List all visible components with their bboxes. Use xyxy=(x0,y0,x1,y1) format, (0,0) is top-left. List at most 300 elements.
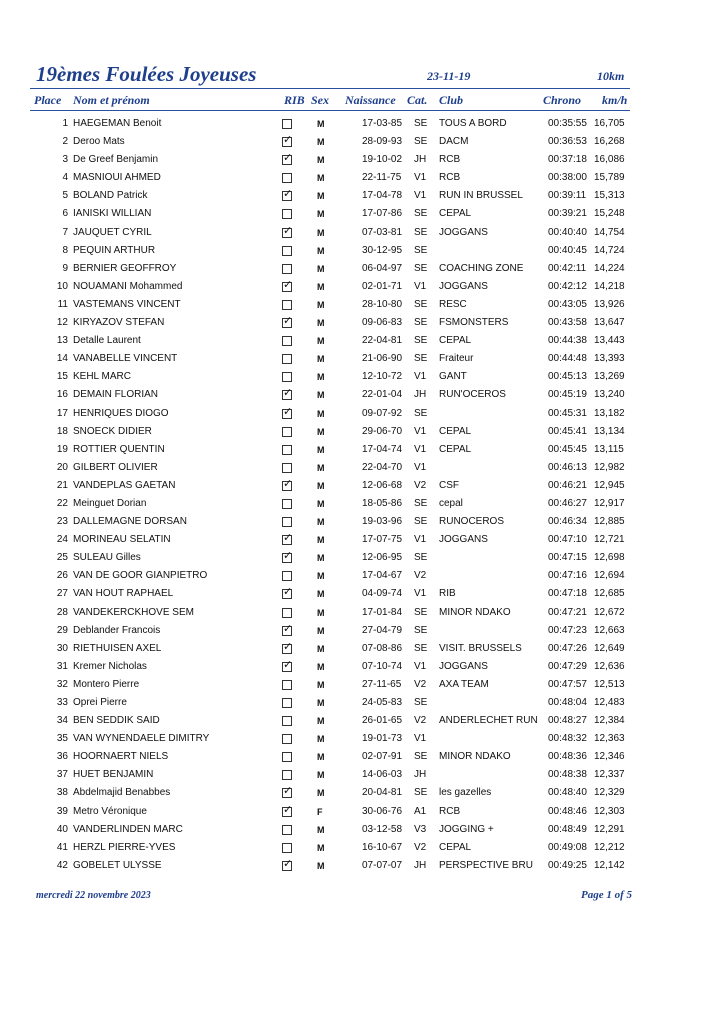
chrono-cell: 00:47:18 xyxy=(548,588,587,600)
name-cell: De Greef Benjamin xyxy=(73,154,159,166)
club-cell: TOUS A BORD xyxy=(439,118,507,129)
name-cell: KEHL MARC xyxy=(73,371,131,383)
club-cell: ANDERLECHET RUN xyxy=(439,715,538,727)
rib-checkbox xyxy=(282,734,292,744)
place-cell: 2 xyxy=(62,136,68,148)
sex-cell: M xyxy=(317,498,325,509)
chrono-cell: 00:48:27 xyxy=(548,715,587,727)
speed-cell: 12,649 xyxy=(594,642,625,654)
name-cell: JAUQUET CYRIL xyxy=(73,226,152,238)
col-name: Nom et prénom xyxy=(73,93,150,107)
speed-cell: 12,142 xyxy=(594,859,625,871)
birth-cell: 03-12-58 xyxy=(362,823,403,835)
col-cat: Cat. xyxy=(407,93,428,107)
name-cell: MASNIOUI AHMED xyxy=(73,172,161,184)
rib-checkbox-checked xyxy=(282,409,292,419)
rib-checkbox xyxy=(282,571,292,581)
table-row xyxy=(0,242,723,260)
place-cell: 25 xyxy=(56,552,68,564)
speed-cell: 16,086 xyxy=(594,154,625,166)
place-cell: 27 xyxy=(56,588,68,600)
place-cell: 34 xyxy=(56,715,68,727)
sex-cell: M xyxy=(317,318,325,329)
club-cell: GANT xyxy=(439,371,467,383)
column-header-rule xyxy=(30,110,630,111)
table-row xyxy=(0,839,723,857)
place-cell: 12 xyxy=(56,317,68,329)
category-cell: V1 xyxy=(414,371,427,383)
race-title: 19èmes Foulées Joyeuses xyxy=(36,62,257,86)
place-cell: 1 xyxy=(62,118,68,129)
category-cell: JH xyxy=(414,859,427,871)
speed-cell: 12,694 xyxy=(594,570,625,582)
table-row xyxy=(0,748,723,766)
column-headers xyxy=(0,93,723,109)
category-cell: JH xyxy=(414,769,427,781)
sex-cell: M xyxy=(317,480,325,491)
category-cell: V2 xyxy=(414,715,427,727)
name-cell: KIRYAZOV STEFAN xyxy=(73,317,165,329)
sex-cell: M xyxy=(317,245,325,256)
birth-cell: 30-12-95 xyxy=(362,244,403,256)
sex-cell: M xyxy=(317,354,325,365)
chrono-cell: 00:39:21 xyxy=(548,208,587,220)
col-sex: Sex xyxy=(311,93,329,107)
speed-cell: 12,917 xyxy=(594,497,625,509)
table-row xyxy=(0,477,723,495)
name-cell: HERZL PIERRE-YVES xyxy=(73,841,176,853)
speed-cell: 13,393 xyxy=(594,353,625,365)
birth-cell: 17-04-78 xyxy=(362,190,403,202)
page-number: Page 1 of 5 xyxy=(581,889,633,901)
table-row xyxy=(0,513,723,531)
speed-cell: 12,945 xyxy=(594,479,625,491)
rib-checkbox xyxy=(282,354,292,364)
place-cell: 16 xyxy=(56,389,68,401)
birth-cell: 16-10-67 xyxy=(362,841,403,853)
table-row xyxy=(0,187,723,205)
category-cell: SE xyxy=(414,407,428,419)
birth-cell: 22-04-81 xyxy=(362,335,403,347)
rib-checkbox xyxy=(282,716,292,726)
birth-cell: 07-07-07 xyxy=(362,859,403,871)
table-row xyxy=(0,151,723,169)
category-cell: V2 xyxy=(414,570,427,582)
sex-cell: M xyxy=(317,698,325,708)
birth-cell: 12-06-68 xyxy=(362,479,403,491)
sex-cell: M xyxy=(317,535,325,546)
category-cell: V1 xyxy=(414,425,427,437)
print-date: mercredi 22 novembre 2023 xyxy=(36,890,151,901)
speed-cell: 13,182 xyxy=(594,407,625,419)
place-cell: 42 xyxy=(56,859,68,871)
sex-cell: M xyxy=(317,426,325,437)
table-row xyxy=(0,766,723,784)
chrono-cell: 00:37:18 xyxy=(548,154,587,166)
place-cell: 20 xyxy=(56,461,68,473)
birth-cell: 09-07-92 xyxy=(362,407,403,419)
sex-cell: M xyxy=(317,661,325,672)
category-cell: SE xyxy=(414,136,428,148)
club-cell: RIB xyxy=(439,588,456,600)
speed-cell: 13,134 xyxy=(594,425,625,437)
sex-cell: M xyxy=(317,462,325,473)
chrono-cell: 00:46:27 xyxy=(548,497,587,509)
birth-cell: 29-06-70 xyxy=(362,425,403,437)
name-cell: BERNIER GEOFFROY xyxy=(73,262,177,274)
table-row xyxy=(0,784,723,802)
category-cell: SE xyxy=(414,262,428,274)
club-cell: RCB xyxy=(439,172,461,184)
birth-cell: 28-10-80 xyxy=(362,298,403,310)
name-cell: VANDEKERCKHOVE SEM xyxy=(73,606,194,618)
chrono-cell: 00:47:26 xyxy=(548,642,587,654)
speed-cell: 12,636 xyxy=(594,660,625,672)
rib-checkbox-checked xyxy=(282,589,292,599)
speed-cell: 12,363 xyxy=(594,733,625,745)
chrono-cell: 00:45:13 xyxy=(548,371,587,383)
rib-checkbox-checked xyxy=(282,535,292,545)
club-cell: CEPAL xyxy=(439,335,472,347)
chrono-cell: 00:38:00 xyxy=(548,172,587,184)
sex-cell: M xyxy=(317,155,325,166)
place-cell: 22 xyxy=(56,497,68,509)
table-row xyxy=(0,549,723,567)
speed-cell: 14,218 xyxy=(594,280,625,292)
name-cell: BEN SEDDIK SAID xyxy=(73,715,160,727)
table-row xyxy=(0,658,723,676)
table-row xyxy=(0,368,723,386)
sex-cell: M xyxy=(317,517,325,528)
chrono-cell: 00:48:40 xyxy=(548,787,587,799)
chrono-cell: 00:40:45 xyxy=(548,244,587,256)
sex-cell: M xyxy=(317,860,325,871)
name-cell: VAN HOUT RAPHAEL xyxy=(73,588,174,600)
place-cell: 29 xyxy=(56,624,68,636)
birth-cell: 18-05-86 xyxy=(362,497,403,509)
birth-cell: 22-11-75 xyxy=(362,172,402,184)
table-row xyxy=(0,459,723,477)
club-cell: RCB xyxy=(439,805,461,817)
speed-cell: 13,269 xyxy=(594,371,625,383)
place-cell: 40 xyxy=(56,823,68,835)
col-chrono: Chrono xyxy=(543,93,582,107)
birth-cell: 30-06-76 xyxy=(362,805,403,817)
table-row xyxy=(0,224,723,242)
sex-cell: M xyxy=(317,553,325,564)
speed-cell: 12,291 xyxy=(594,823,625,835)
race-distance: 10km xyxy=(597,69,625,83)
name-cell: VANABELLE VINCENT xyxy=(73,353,178,365)
speed-cell: 12,212 xyxy=(594,841,625,853)
name-cell: GOBELET ULYSSE xyxy=(73,859,162,871)
place-cell: 36 xyxy=(56,751,68,763)
rib-checkbox xyxy=(282,463,292,473)
speed-cell: 12,672 xyxy=(594,606,625,618)
chrono-cell: 00:49:25 xyxy=(548,859,587,871)
sex-cell: M xyxy=(317,571,325,582)
name-cell: NOUAMANI Mohammed xyxy=(73,280,183,292)
speed-cell: 14,724 xyxy=(594,244,625,256)
chrono-cell: 00:45:41 xyxy=(548,425,587,437)
chrono-cell: 00:49:08 xyxy=(548,841,587,853)
birth-cell: 19-03-96 xyxy=(362,516,403,528)
category-cell: JH xyxy=(414,389,427,401)
category-cell: V3 xyxy=(414,823,427,835)
name-cell: BOLAND Patrick xyxy=(73,190,148,202)
rib-checkbox-checked xyxy=(282,626,292,636)
category-cell: V2 xyxy=(414,479,427,491)
sex-cell: M xyxy=(317,788,325,799)
chrono-cell: 00:48:04 xyxy=(548,697,587,708)
place-cell: 38 xyxy=(56,787,68,799)
speed-cell: 14,224 xyxy=(594,262,625,274)
speed-cell: 13,240 xyxy=(594,389,625,401)
club-cell: MINOR NDAKO xyxy=(439,606,511,618)
birth-cell: 24-05-83 xyxy=(362,697,403,708)
birth-cell: 26-01-65 xyxy=(362,715,403,727)
name-cell: VAN WYNENDAELE DIMITRY xyxy=(73,733,210,745)
table-row xyxy=(0,712,723,730)
sex-cell: M xyxy=(317,752,325,763)
club-cell: CEPAL xyxy=(439,841,472,853)
birth-cell: 07-03-81 xyxy=(362,226,403,238)
sex-cell: M xyxy=(317,299,325,310)
club-cell: AXA TEAM xyxy=(439,678,489,690)
birth-cell: 21-06-90 xyxy=(362,353,403,365)
rib-checkbox xyxy=(282,843,292,853)
table-row xyxy=(0,604,723,622)
club-cell: RESC xyxy=(439,298,467,310)
chrono-cell: 00:47:10 xyxy=(548,534,587,546)
table-row xyxy=(0,640,723,658)
place-cell: 18 xyxy=(56,425,68,437)
place-cell: 14 xyxy=(56,353,68,365)
chrono-cell: 00:47:21 xyxy=(548,606,587,618)
chrono-cell: 00:48:32 xyxy=(548,733,587,745)
chrono-cell: 00:45:19 xyxy=(548,389,587,401)
category-cell: JH xyxy=(414,154,427,166)
sex-cell: M xyxy=(317,191,325,202)
chrono-cell: 00:45:45 xyxy=(548,443,587,455)
name-cell: VANDERLINDEN MARC xyxy=(73,823,183,835)
speed-cell: 12,698 xyxy=(594,552,625,564)
chrono-cell: 00:48:38 xyxy=(548,769,587,781)
name-cell: Metro Véronique xyxy=(73,805,147,817)
sex-cell: M xyxy=(317,372,325,383)
category-cell: SE xyxy=(414,516,428,528)
category-cell: V1 xyxy=(414,660,427,672)
table-row xyxy=(0,857,723,875)
sex-cell: M xyxy=(317,281,325,292)
category-cell: V1 xyxy=(414,461,427,473)
category-cell: SE xyxy=(414,208,428,220)
header-rule xyxy=(30,88,630,89)
sex-cell: M xyxy=(317,263,325,274)
place-cell: 3 xyxy=(62,154,68,166)
place-cell: 23 xyxy=(56,516,68,528)
name-cell: MORINEAU SELATIN xyxy=(73,534,171,546)
birth-cell: 07-10-74 xyxy=(362,660,403,672)
col-birth: Naissance xyxy=(345,93,396,107)
rib-checkbox-checked xyxy=(282,553,292,563)
place-cell: 11 xyxy=(57,298,68,310)
speed-cell: 15,789 xyxy=(594,172,625,184)
sex-cell: F xyxy=(317,806,323,817)
chrono-cell: 00:43:05 xyxy=(548,298,587,310)
name-cell: DALLEMAGNE DORSAN xyxy=(73,516,187,528)
speed-cell: 15,313 xyxy=(594,190,625,202)
chrono-cell: 00:42:11 xyxy=(548,262,587,274)
chrono-cell: 00:46:13 xyxy=(548,461,587,473)
name-cell: HUET BENJAMIN xyxy=(73,769,154,781)
birth-cell: 17-04-67 xyxy=(362,570,403,582)
birth-cell: 06-04-97 xyxy=(362,262,403,274)
club-cell: RCB xyxy=(439,154,461,166)
chrono-cell: 00:48:46 xyxy=(548,805,587,817)
club-cell: cepal xyxy=(439,497,463,509)
rib-checkbox xyxy=(282,336,292,346)
birth-cell: 07-08-86 xyxy=(362,642,403,654)
birth-cell: 02-07-91 xyxy=(362,751,403,763)
place-cell: 41 xyxy=(56,841,68,853)
table-row xyxy=(0,622,723,640)
club-cell: JOGGANS xyxy=(439,534,488,546)
sex-cell: M xyxy=(317,444,325,455)
chrono-cell: 00:35:55 xyxy=(548,118,587,129)
club-cell: PERSPECTIVE BRU xyxy=(439,859,533,871)
place-cell: 31 xyxy=(56,660,68,672)
results-table xyxy=(0,115,723,875)
place-cell: 6 xyxy=(62,208,68,220)
sex-cell: M xyxy=(317,408,325,419)
col-rib: RIB xyxy=(284,93,305,107)
place-cell: 24 xyxy=(56,534,68,546)
chrono-cell: 00:47:29 xyxy=(548,660,587,672)
club-cell: VISIT. BRUSSELS xyxy=(439,642,522,654)
name-cell: Deblander Francois xyxy=(73,624,161,636)
table-row xyxy=(0,676,723,694)
speed-cell: 12,329 xyxy=(594,787,625,799)
rib-checkbox-checked xyxy=(282,318,292,328)
speed-cell: 12,483 xyxy=(594,697,625,708)
category-cell: V2 xyxy=(414,841,427,853)
name-cell: RIETHUISEN AXEL xyxy=(73,642,162,654)
name-cell: ROTTIER QUENTIN xyxy=(73,443,165,455)
place-cell: 33 xyxy=(56,697,68,708)
place-cell: 4 xyxy=(62,172,68,184)
place-cell: 28 xyxy=(56,606,68,618)
rib-checkbox xyxy=(282,427,292,437)
category-cell: V1 xyxy=(414,588,427,600)
club-cell: MINOR NDAKO xyxy=(439,751,511,763)
speed-cell: 12,384 xyxy=(594,715,625,727)
table-row xyxy=(0,133,723,151)
place-cell: 35 xyxy=(56,733,68,745)
sex-cell: M xyxy=(317,227,325,238)
speed-cell: 12,513 xyxy=(594,678,625,690)
name-cell: VAN DE GOOR GIANPIETRO xyxy=(73,570,208,582)
chrono-cell: 00:44:38 xyxy=(548,335,587,347)
place-cell: 5 xyxy=(62,190,68,202)
table-row xyxy=(0,332,723,350)
speed-cell: 12,663 xyxy=(594,624,625,636)
place-cell: 10 xyxy=(56,280,68,292)
sex-cell: M xyxy=(317,336,325,347)
sex-cell: M xyxy=(317,716,325,727)
name-cell: Abdelmajid Benabbes xyxy=(73,787,171,799)
table-row xyxy=(0,314,723,332)
rib-checkbox xyxy=(282,372,292,382)
table-row xyxy=(0,296,723,314)
table-row xyxy=(0,350,723,368)
chrono-cell: 00:47:23 xyxy=(548,624,587,636)
category-cell: SE xyxy=(414,697,428,708)
place-cell: 39 xyxy=(56,805,68,817)
col-kmh: km/h xyxy=(602,93,628,107)
rib-checkbox-checked xyxy=(282,861,292,871)
birth-cell: 17-04-74 xyxy=(362,443,403,455)
category-cell: SE xyxy=(414,244,428,256)
name-cell: DEMAIN FLORIAN xyxy=(73,389,159,401)
rib-checkbox xyxy=(282,246,292,256)
name-cell: HOORNAERT NIELS xyxy=(73,751,169,763)
chrono-cell: 00:48:36 xyxy=(548,751,587,763)
category-cell: V2 xyxy=(414,678,427,690)
sex-cell: M xyxy=(317,824,325,835)
place-cell: 19 xyxy=(56,443,68,455)
speed-cell: 12,721 xyxy=(594,534,625,546)
club-cell: les gazelles xyxy=(439,787,492,799)
table-row xyxy=(0,278,723,296)
name-cell: Detalle Laurent xyxy=(73,335,141,347)
category-cell: SE xyxy=(414,552,428,564)
rib-checkbox xyxy=(282,698,292,708)
club-cell: JOGGANS xyxy=(439,660,488,672)
sex-cell: M xyxy=(317,607,325,618)
speed-cell: 12,346 xyxy=(594,751,625,763)
chrono-cell: 00:42:12 xyxy=(548,280,587,292)
chrono-cell: 00:47:57 xyxy=(548,678,587,690)
sex-cell: M xyxy=(317,734,325,745)
chrono-cell: 00:39:11 xyxy=(548,190,587,202)
table-row xyxy=(0,169,723,187)
club-cell: RUN IN BRUSSEL xyxy=(439,190,523,202)
club-cell: CEPAL xyxy=(439,208,472,220)
speed-cell: 15,248 xyxy=(594,208,625,220)
rib-checkbox-checked xyxy=(282,282,292,292)
rib-checkbox-checked xyxy=(282,137,292,147)
name-cell: Oprei Pierre xyxy=(73,697,127,708)
place-cell: 21 xyxy=(56,479,68,491)
category-cell: V1 xyxy=(414,443,427,455)
table-row xyxy=(0,423,723,441)
club-cell: CEPAL xyxy=(439,425,472,437)
table-row xyxy=(0,531,723,549)
rib-checkbox xyxy=(282,517,292,527)
rib-checkbox-checked xyxy=(282,390,292,400)
name-cell: Kremer Nicholas xyxy=(73,660,147,672)
place-cell: 9 xyxy=(62,262,68,274)
name-cell: Montero Pierre xyxy=(73,678,140,690)
speed-cell: 12,337 xyxy=(594,769,625,781)
table-row xyxy=(0,585,723,603)
place-cell: 8 xyxy=(62,244,68,256)
chrono-cell: 00:47:15 xyxy=(548,552,587,564)
club-cell: JOGGANS xyxy=(439,226,488,238)
name-cell: Deroo Mats xyxy=(73,136,125,148)
place-cell: 37 xyxy=(56,769,68,781)
